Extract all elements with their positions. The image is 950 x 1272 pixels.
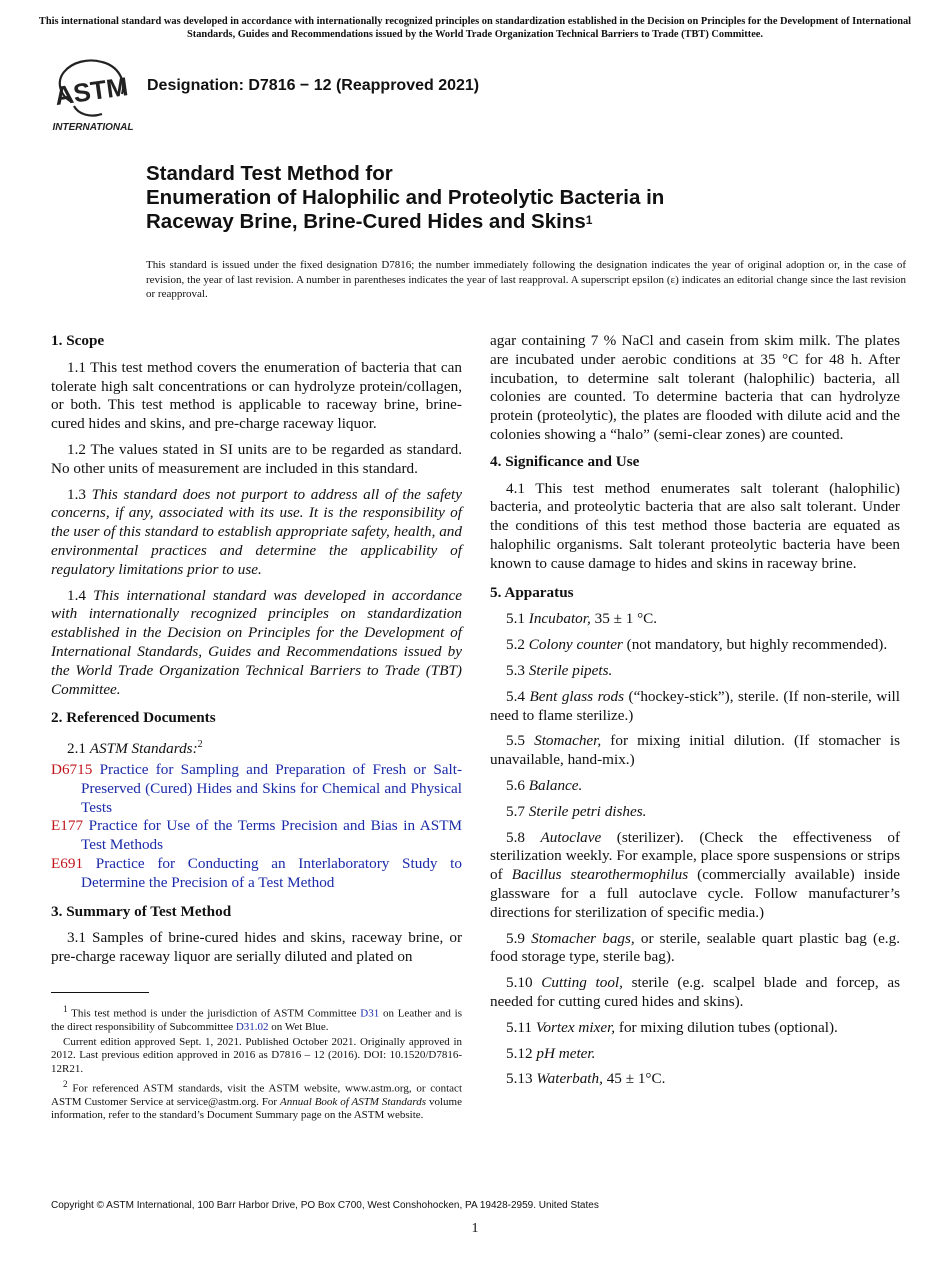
paragraph-1-3: 1.3 This standard does not purport to address all of the safety concerns, if any, associated with its use. It is the responsibility of the user of this standard to establish appropriate safety, health, and environmental practices and determine the applicability of regulatory limitations prior to use. [51,485,463,578]
footnote-rule [51,992,149,993]
apparatus-item: 5.4 Bent glass rods (“hockey-stick”), sterile. (If non-sterile, will need to flame sterilize.) [490,687,900,724]
section-heading-apparatus: 5. Apparatus [490,583,574,601]
page-number: 1 [471,1221,479,1236]
paragraph-3-1-continued: agar containing 7 % NaCl and casein from skim milk. The plates are incubated under aerobic conditions at 35 °C for 48 h. After incubation, to determine salt tolerant (halophilic) bacteria, all colonies are counted. To determine bacteria that can hydrolyze protein (proteolytic), the plates are flooded with dilute acid and the colonies showing a “halo” (semi-clear zones) are counted. [490,332,900,443]
apparatus-item: 5.10 Cutting tool, sterile (e.g. scalpel blade and forcep, as needed for cutting cured hides and skins). [490,974,901,1010]
section-heading-significance: 4. Significance and Use [490,452,640,470]
apparatus-item: 5.2 Colony counter (not mandatory, but highly recommended). [506,636,888,654]
left-column [51,332,462,974]
paragraph-3-1: 3.1 Samples of brine-cured hides and skins, raceway brine, or pre-charge raceway liquor are serially diluted and plated on [51,929,462,966]
apparatus-item: 5.7 Sterile petri dishes. [506,802,647,820]
link-d31-02[interactable]: D31.02 [235,1021,269,1034]
footnote-1-edition: Current edition approved Sept. 1, 2021. Published October 2021. Originally approved in 2012. Last previous edition approved in 2016 as D7816 – 12 (2016). DOI: 10.1520/D7816-12R21. [51,1035,462,1076]
svg-text:INTERNATIONAL: INTERNATIONAL [52,122,134,133]
paragraph-1-1: 1.1 This test method covers the enumeration of bacteria that can tolerate high salt concentrations or can hydrolyze protein/collagen, or both. This test method is applicable to raceway brine, brine-cured hides and skins, and pre-charge raceway liquor. [51,358,462,433]
reference-e691[interactable]: E691 Practice for Conducting an Interlaboratory Study to Determine the Precision of a Test Method [51,854,462,891]
apparatus-item: 5.6 Balance. [506,776,583,794]
section-heading-referenced-documents: 2. Referenced Documents [51,709,216,727]
apparatus-item: 5.11 Vortex mixer, for mixing dilution tubes (optional). [506,1018,838,1036]
section-heading-summary: 3. Summary of Test Method [51,902,232,920]
title-line-1: Standard Test Method for [146,162,393,185]
footnotes [51,1003,462,1124]
paragraph-2-1: 2.1 ASTM Standards:$^2$ [67,739,203,758]
footnote-1: $^1$ This test method is under the jurisdiction of ASTM Committee D31 on Leather and is the direct responsibility of Subcommittee D31.02 on Wet Blue. [51,1004,462,1034]
footnote-2: $^2$ For referenced ASTM standards, visit the ASTM website, www.astm.org, or contact ASTM Customer Service at service@astm.org. For Annual Book of ASTM Standards volume information, refer to the standard’s Document Summary page on the ASTM website. [51,1078,462,1122]
issue-note: This standard is issued under the fixed designation D7816; the number immediately following the designation indicates the year of original adoption or, in the case of revision, the year of last revision. A number in parentheses indicates the year of last reapproval. A superscript epsilon (ε) indicates an editorial change since the last revision or reapproval. [146,259,906,301]
paragraph-4-1: 4.1 This test method enumerates salt tolerant (halophilic) bacteria, and proteolytic bacteria that are also salt tolerant. Under the conditions of this test method those bacteria are equated as halophilic organisms. Salt tolerant proteolytic bacteria have been known to cause damage to hides and skins in raceway brine. [490,479,900,572]
apparatus-item: 5.9 Stomacher bags, or sterile, sealable quart plastic bag (e.g. food storage type, sterile bag). [490,929,900,966]
link-d31[interactable]: D31 [360,1007,380,1020]
title-line-3: Raceway Brine, Brine-Cured Hides and Skins$^1$ [146,210,593,233]
paragraph-1-2: 1.2 The values stated in SI units are to be regarded as standard. No other units of measurement are included in this standard. [51,440,462,477]
header-notice: This international standard was developed in accordance with internationally recognized principles on standardization established in the Decision on Principles for the Development of International Standards, Guides and Recommendations issued by the World Trade Organization Technical Barriers to Trade (TBT) Committee. [38,16,912,40]
reference-d6715[interactable]: D6715 Practice for Sampling and Preparation of Fresh or Salt-Preserved (Cured) Hides and Skins for Chemical and Physical Tests [51,761,463,816]
document-title [146,162,906,234]
apparatus-item: 5.8 Autoclave (sterilizer). (Check the effectiveness of sterilization weekly. For example, place spore suspensions or strips of Bacillus stearothermophilus (commercially available) inside glassware for a full autoclave cycle. Follow manufacturer’s directions for sterilization of specific media.) [490,828,901,921]
designation: Designation: D7816 − 12 (Reapproved 2021) [147,77,480,94]
astm-logo [52,56,134,134]
section-heading-scope: 1. Scope [51,332,105,349]
paragraph-1-4: 1.4 This international standard was developed in accordance with internationally recognized principles on standardization established in the Decision on Principles for the Development of International Standards, Guides and Recommendations issued by the World Trade Organization Technical Barriers to Trade (TBT) Committee. [51,586,463,698]
title-footnote-mark: 1 [585,213,593,227]
title-line-2: Enumeration of Halophilic and Proteolytic Bacteria in [146,186,665,209]
apparatus-item: 5.1 Incubator, 35 ± 1 °C. [506,610,658,628]
apparatus-item: 5.13 Waterbath, 45 ± 1°C. [506,1070,666,1088]
apparatus-item: 5.5 Stomacher, for mixing initial dilution. (If stomacher is unavailable, hand-mix.) [490,732,900,769]
right-column [490,332,900,1096]
reference-e177[interactable]: E177 Practice for Use of the Terms Precision and Bias in ASTM Test Methods [51,817,463,854]
apparatus-item: 5.12 pH meter. [506,1044,596,1062]
apparatus-item: 5.3 Sterile pipets. [506,661,613,679]
svg-text:ASTM: ASTM [52,71,130,112]
copyright-notice: Copyright © ASTM International, 100 Barr Harbor Drive, PO Box C700, West Conshohocken, PA 19428-2959. United States [51,1200,599,1211]
